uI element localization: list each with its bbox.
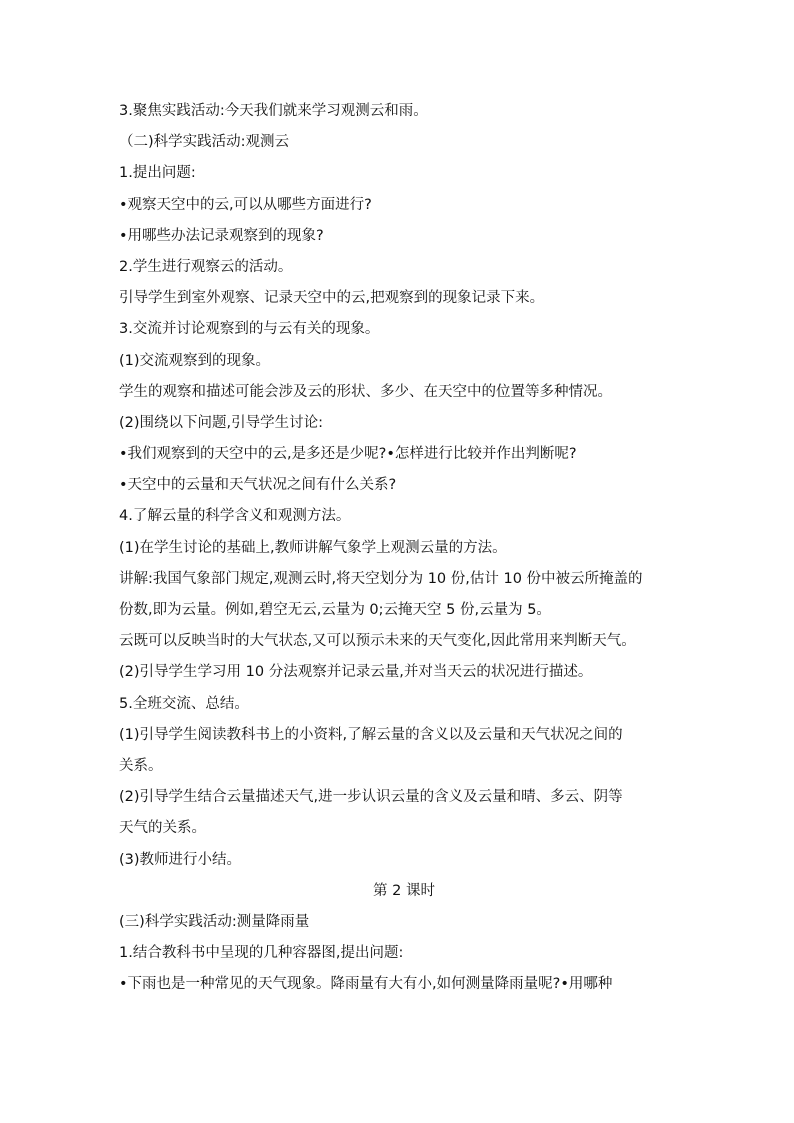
section-heading: （二)科学实践活动:观测云: [119, 134, 290, 151]
text-line: 云既可以反映当时的大气状态,又可以预示未来的天气变化,因此常用来判断天气。: [119, 633, 636, 650]
bullet-item: •我们观察到的天空中的云,是多还是少呢?•怎样进行比较并作出判断呢?: [119, 446, 577, 463]
text-line: 5.全班交流、总结。: [119, 695, 249, 712]
text-line: (1)引导学生阅读教科书上的小资料,了解云量的含义以及云量和天气状况之间的: [119, 726, 623, 743]
lesson-heading: 第 2 课时: [373, 882, 435, 899]
section-heading: (三)科学实践活动:测量降雨量: [119, 913, 310, 930]
text-line: 份数,即为云量。例如,碧空无云,云量为 0;云掩天空 5 份,云量为 5。: [119, 602, 551, 618]
text-line: (1)交流观察到的现象。: [119, 352, 271, 369]
text-line: (2)围绕以下问题,引导学生讨论:: [119, 414, 324, 431]
bullet-item: •天空中的云量和天气状况之间有什么关系?: [119, 477, 397, 494]
text-line: 3.交流并讨论观察到的与云有关的现象。: [119, 321, 380, 338]
document-body: [119, 96, 689, 1000]
text-line: 讲解:我国气象部门规定,观测云时,将天空划分为 10 份,估计 10 份中被云所掩盖的: [119, 570, 643, 587]
text-line: 1.结合教科书中呈现的几种容器图,提出问题:: [119, 945, 404, 962]
text-line: (1)在学生讨论的基础上,教师讲解气象学上观测云量的方法。: [119, 539, 507, 556]
text-line: (2)引导学生结合云量描述天气,进一步认识云量的含义及云量和晴、多云、阴等: [119, 789, 623, 806]
bullet-item: •下雨也是一种常见的天气现象。降雨量有大有小,如何测量降雨量呢?•用哪种: [119, 976, 613, 993]
text-line: 引导学生到室外观察、记录天空中的云,把观察到的现象记录下来。: [119, 290, 545, 307]
text-line: 2.学生进行观察云的活动。: [119, 258, 293, 275]
text-line: 学生的观察和描述可能会涉及云的形状、多少、在天空中的位置等多种情况。: [119, 383, 612, 400]
text-line: 3.聚焦实践活动:今天我们就来学习观测云和雨。: [119, 103, 428, 119]
text-line: 4.了解云量的科学含义和观测方法。: [119, 508, 351, 525]
text-line: 1.提出问题:: [119, 165, 196, 182]
bullet-item: •观察天空中的云,可以从哪些方面进行?: [119, 196, 372, 213]
bullet-item: •用哪些办法记录观察到的现象?: [119, 227, 324, 244]
text-line: (3)教师进行小结。: [119, 851, 242, 868]
text-line: (2)引导学生学习用 10 分法观察并记录云量,并对当天云的状况进行描述。: [119, 664, 593, 681]
text-line: 关系。: [119, 757, 163, 774]
text-line: 天气的关系。: [119, 820, 206, 837]
